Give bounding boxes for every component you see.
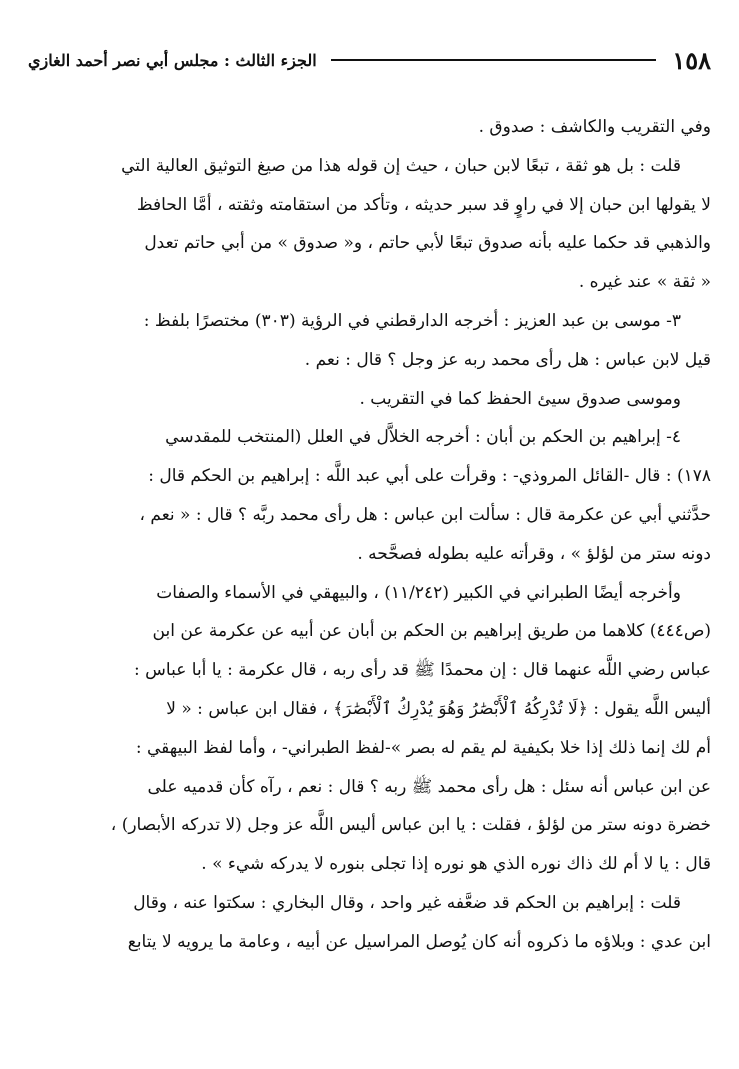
text-line: قلت : بل هو ثقة ، تبعًا لابن حبان ، حيث إن قوله هذا من صيغ التوثيق العالية التي [121,155,681,176]
text-line: وأخرجه أيضًا الطبراني في الكبير (١١/٢٤٢) ، والبيهقي في الأسماء والصفات [156,582,681,603]
text-line: (ص٤٤٤) كلاهما من طريق إبراهيم بن الحكم بن أبان عن أبيه عن عكرمة عن ابن [152,621,711,642]
header-rule [331,59,657,61]
text-line: عن ابن عباس أنه سئل : هل رأى محمد ﷺ ربه ؟ قال : نعم ، رآه كأن قدميه على [147,776,711,797]
text-line: خضرة دونه ستر من لؤلؤ ، فقلت : يا ابن عباس أليس اللَّه عز وجل (لا تدركه الأبصار) ، [110,815,711,836]
text-line: وفي التقريب والكاشف : صدوق . [478,117,711,137]
body-text [28,108,711,962]
text-line: دونه ستر من لؤلؤ » ، وقرأته عليه بطوله فصحَّحه . [357,543,711,564]
page-number: ١٥٨ [672,45,711,75]
text-line: « ثقة » عند غيره . [578,272,711,293]
text-line: ١٧٨) : قال -القائل المروذي- : وقرأت على أبي عبد اللَّه : إبراهيم بن الحكم قال : [148,466,711,487]
text-line: عباس رضي اللَّه عنهما قال : إن محمدًا ﷺ قد رأى ربه ، قال عكرمة : يا أبا عباس : [134,660,711,681]
text-line: قال : يا لا أم لك ذاك نوره الذي هو نوره إذا تجلى بنوره لا يدركه شيء » . [201,854,711,875]
text-line: ابن عدي : وبلاؤه ما ذكروه أنه كان يُوصل المراسيل عن أبيه ، وعامة ما يرويه لا يتابع [127,931,711,952]
text-line: حدَّثني أبي عن عكرمة قال : سألت ابن عباس : هل رأى محمد ربَّه ؟ قال : « نعم ، [139,504,711,525]
text-line: والذهبي قد حكما عليه بأنه صدوق تبعًا لأبي حاتم ، و« صدوق » من أبي حاتم تعدل [144,233,711,254]
running-title: الجزء الثالث : مجلس أبي نصر أحمد الغازي [28,50,317,70]
text-line: قيل لابن عباس : هل رأى محمد ربه عز وجل ؟ قال : نعم . [304,349,711,370]
text-line: وموسى صدوق سيئ الحفظ كما في التقريب . [359,388,681,409]
text-line: أليس اللَّه يقول : ﴿لَا تُدْرِكُهُ ٱلْأَبْصَٰرُ وَهُوَ يُدْرِكُ ٱلْأَبْصَٰرَ﴾ ، فقال ابن عباس : « لا [166,698,711,719]
text-line: أم لك إنما ذلك إذا خلا بكيفية لم يقم له بصر »-لفظ الطبراني- ، وأما لفظ البيهقي : [135,737,711,758]
text-line: قلت : إبراهيم بن الحكم قد ضعَّفه غير واحد ، وقال البخاري : سكتوا عنه ، وقال [133,892,681,913]
page-header [28,40,711,80]
text-line: ٤- إبراهيم بن الحكم بن أبان : أخرجه الخلاَّل في العلل (المنتخب للمقدسي [165,427,681,448]
text-line: لا يقولها ابن حبان إلا في راوٍ قد سبر حديثه ، وتأكد من استقامته وثقته ، أمَّا الحافظ [136,194,711,215]
text-line: ٣- موسى بن عبد العزيز : أخرجه الدارقطني في الرؤية (٣٠٣) مختصرًا بلفظ : [143,310,681,331]
book-page [28,40,711,962]
